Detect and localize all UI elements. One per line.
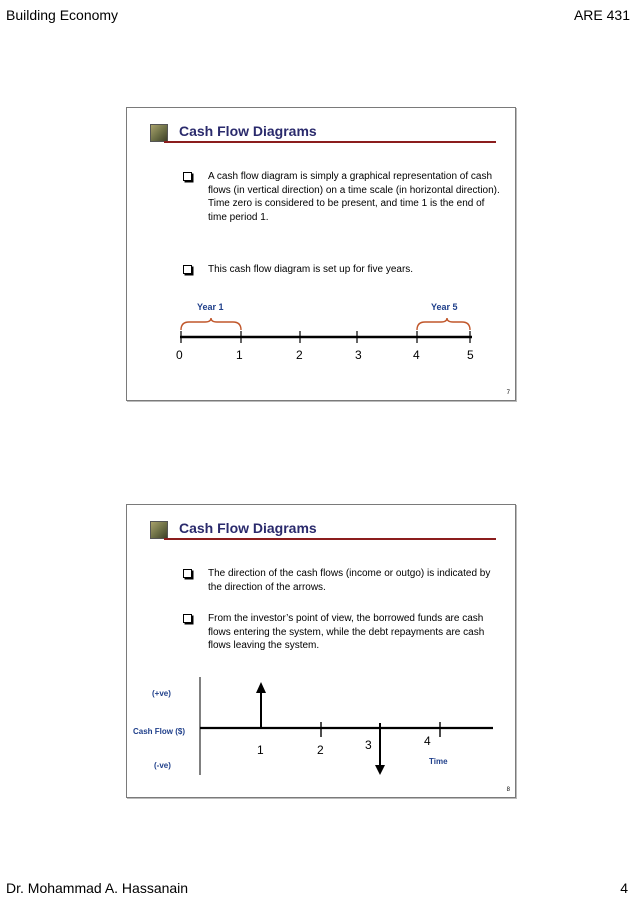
slide-title: Cash Flow Diagrams <box>179 520 317 536</box>
tick-label-2: 2 <box>317 743 324 757</box>
tick-label-0: 0 <box>176 348 183 362</box>
down-arrow-icon <box>375 765 385 775</box>
tick-label-1: 1 <box>257 743 264 757</box>
header-right: ARE 431 <box>573 7 630 23</box>
bullet-text: This cash flow diagram is set up for five years. <box>208 264 414 275</box>
page-number: 7 <box>506 390 510 396</box>
positive-label: (+ve) <box>152 689 171 698</box>
negative-label: (-ve) <box>154 761 171 770</box>
footer-author: Dr. Mohammad A. Hassanain <box>6 880 189 896</box>
year-1-label: Year 1 <box>197 302 224 312</box>
tick-label-4: 4 <box>424 734 431 748</box>
slide-8 <box>126 504 516 798</box>
time-label: Time <box>429 757 448 766</box>
bullet-text: A cash flow diagram is simply a graphical representation of cash flows (in vertical direction) on a time scale (in horizontal direction). Time zero is considered to be present, and time 1 is the end of time period 1. <box>208 171 500 223</box>
tick-label-2: 2 <box>296 348 303 362</box>
tick-label-3: 3 <box>355 348 362 362</box>
page-number: 8 <box>506 787 510 793</box>
up-arrow-icon <box>256 682 266 693</box>
tick-label-5: 5 <box>467 348 474 362</box>
year-5-brace <box>417 318 470 330</box>
slide-7 <box>126 107 516 401</box>
year-1-brace <box>181 318 241 330</box>
bullet-text: The direction of the cash flows (income or outgo) is indicated by the direction of the arrows. <box>208 568 491 593</box>
tick-label-4: 4 <box>413 348 420 362</box>
footer-page-number: 4 <box>620 880 628 896</box>
cash-flow-diagram <box>127 505 515 797</box>
tick-label-3: 3 <box>365 738 372 752</box>
timeline-diagram <box>127 108 515 400</box>
slide-title: Cash Flow Diagrams <box>179 123 317 139</box>
tick-label-1: 1 <box>236 348 243 362</box>
year-5-label: Year 5 <box>431 302 458 312</box>
header-left: Building Economy <box>6 7 119 23</box>
bullet-text: From the investor’s point of view, the borrowed funds are cash flows entering the system, while the debt repayments are cash flows leaving the system. <box>208 613 485 651</box>
cash-flow-axis-label: Cash Flow ($) <box>133 727 186 736</box>
